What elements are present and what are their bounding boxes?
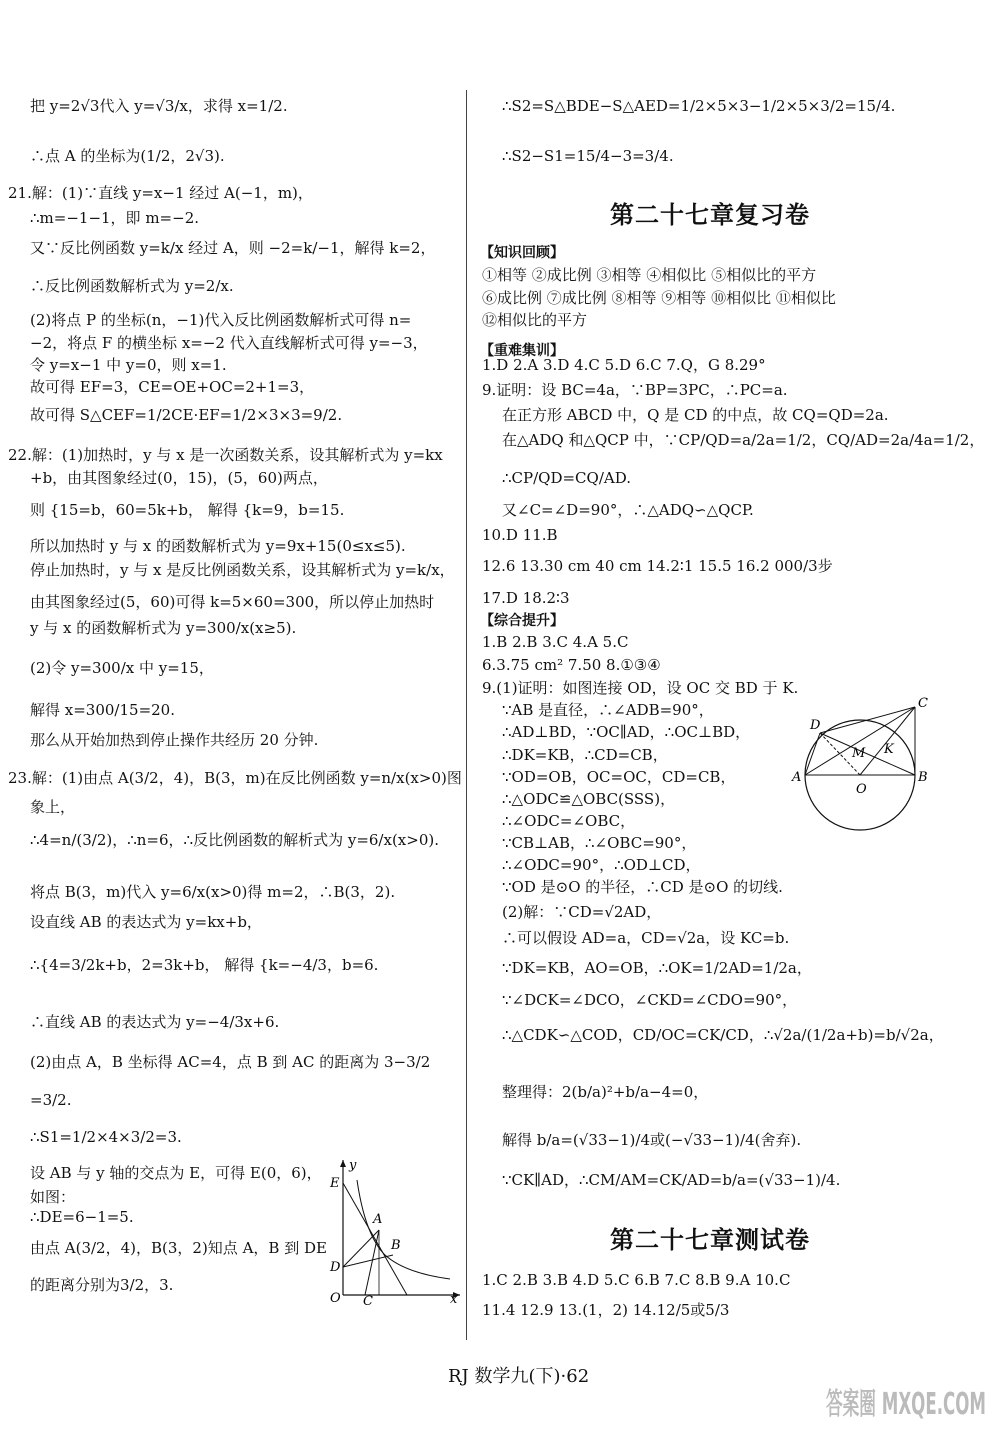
fig1-label-o: O xyxy=(330,1291,341,1305)
left-line: 由点 A(3/2，4)，B(3，2)知点 A，B 到 DE xyxy=(30,1239,327,1257)
watermark-text: 答案圈 MXQE.COM xyxy=(826,1387,986,1422)
left-line: 停止加热时，y 与 x 是反比例函数关系，设其解析式为 y=k/x， xyxy=(30,561,455,579)
left-line: 把 y=2√3代入 y=√3/x，求得 x=1/2. xyxy=(30,97,288,115)
right-line: ∵∠DCK=∠DCO，∠CKD=∠CDO=90°， xyxy=(502,991,798,1009)
left-line: (2)将点 P 的坐标(n，−1)代入反比例函数解析式可得 n= xyxy=(30,311,412,329)
right-line: ∵CB⊥AB，∴∠OBC=90°， xyxy=(502,834,697,852)
right-line: 1.B 2.B 3.C 4.A 5.C xyxy=(482,633,629,651)
left-line: y 与 x 的函数解析式为 y=300/x(x≥5). xyxy=(30,619,297,637)
right-line: ①相等 ②成比例 ③相等 ④相似比 ⑤相似比的平方 xyxy=(482,266,817,284)
right-line: 12.6 13.30 cm 40 cm 14.2∶1 15.5 16.2 000/3步 xyxy=(482,557,833,575)
right-line: ∴AD⊥BD，∵OC∥AD，∴OC⊥BD， xyxy=(502,723,751,741)
right-line: 在正方形 ABCD 中，Q 是 CD 的中点，故 CQ=QD=2a. xyxy=(502,406,889,424)
left-line: (2)由点 A，B 坐标得 AC=4，点 B 到 AC 的距离为 3−3/2 xyxy=(30,1053,431,1071)
section-heading: 【重难集训】 xyxy=(480,343,564,359)
right-line: ∴△CDK∽△COD，CD/OC=CK/CD，∴√2a/(1/2a+b)=b/√2a， xyxy=(502,1026,944,1044)
right-line: ∴DK=KB，∴CD=CB， xyxy=(502,746,668,764)
left-line: ∴DE=6−1=5. xyxy=(30,1208,134,1226)
fig1-label-a: A xyxy=(373,1212,383,1227)
right-line: ∴△ODC≌△OBC(SSS)， xyxy=(502,790,676,808)
right-line: 9.证明：设 BC=4a，∵BP=3PC，∴PC=a. xyxy=(482,381,788,399)
left-line: 故可得 EF=3，CE=OE+OC=2+1=3， xyxy=(30,378,315,396)
right-line: 整理得：2(b/a)²+b/a−4=0， xyxy=(502,1083,709,1101)
left-line: 设直线 AB 的表达式为 y=kx+b， xyxy=(30,913,262,931)
page-footer: RJ 数学九(下)·62 xyxy=(448,1366,590,1387)
left-line: 如图： xyxy=(30,1188,76,1206)
left-line: 22.解：(1)加热时，y 与 x 是一次函数关系，设其解析式为 y=kx xyxy=(8,446,443,464)
left-line: ∴点 A 的坐标为(1/2，2√3). xyxy=(30,147,225,165)
left-line: ∴m=−1−1，即 m=−2. xyxy=(30,209,199,227)
left-line: ∴S1=1/2×4×3/2=3. xyxy=(30,1128,182,1146)
fig2-label-b: B xyxy=(918,770,928,785)
right-line: ∵OD=OB，OC=OC，CD=CB， xyxy=(502,768,736,786)
fig1-label-y: y xyxy=(349,1158,357,1173)
left-line: ∴直线 AB 的表达式为 y=−4/3x+6. xyxy=(30,1013,280,1031)
right-line: 1.D 2.A 3.D 4.C 5.D 6.C 7.Q，G 8.29° xyxy=(482,356,766,374)
fig2-label-o: O xyxy=(856,782,867,797)
left-line: 则 {15=b，60=5k+b， 解得 {k=9，b=15. xyxy=(30,501,345,519)
fig2-label-m: M xyxy=(852,746,866,761)
left-line: =3/2. xyxy=(30,1091,72,1109)
fig1-label-e: E xyxy=(330,1176,340,1191)
function-graph-figure xyxy=(325,1155,465,1305)
right-line: ∵AB 是直径，∴∠ADB=90°， xyxy=(502,701,714,719)
left-line: ∴反比例函数解析式为 y=2/x. xyxy=(30,277,234,295)
left-line: 将点 B(3，m)代入 y=6/x(x>0)得 m=2，∴B(3，2). xyxy=(30,883,396,901)
fig1-label-b: B xyxy=(391,1238,401,1253)
left-line: 解得 x=300/15=20. xyxy=(30,701,175,719)
fig1-label-c: C xyxy=(363,1294,373,1305)
right-line: 解得 b/a=(√33−1)/4或(−√33−1)/4(舍弃). xyxy=(502,1131,802,1149)
fig1-label-d: D xyxy=(330,1260,341,1275)
fig1-label-x: x xyxy=(450,1292,458,1305)
right-line: ∴可以假设 AD=a，CD=√2a，设 KC=b. xyxy=(502,929,790,947)
left-line: 的距离分别为3/2，3. xyxy=(30,1276,174,1294)
right-line: 又∠C=∠D=90°，∴△ADQ∽△QCP. xyxy=(502,501,754,519)
right-line: ⑫相似比的平方 xyxy=(482,311,588,329)
left-line: 21.解：(1)∵直线 y=x−1 经过 A(−1，m)， xyxy=(8,184,313,202)
fig2-label-k: K xyxy=(884,742,894,757)
circle-geometry-figure xyxy=(790,695,930,835)
right-line: 1.C 2.B 3.B 4.D 5.C 6.B 7.C 8.B 9.A 10.C xyxy=(482,1271,791,1289)
column-divider xyxy=(466,90,467,1340)
left-line: 设 AB 与 y 轴的交点为 E，可得 E(0，6)， xyxy=(30,1164,322,1182)
left-line: 那么从开始加热到停止操作共经历 20 分钟. xyxy=(30,731,319,749)
chapter-review-title: 第二十七章复习卷 xyxy=(610,201,810,229)
left-line: +b，由其图象经过(0，15)，(5，60)两点， xyxy=(30,469,328,487)
fig2-label-d: D xyxy=(810,718,821,733)
right-line: 10.D 11.B xyxy=(482,526,558,544)
right-line: ∴S2=S△BDE−S△AED=1/2×5×3−1/2×5×3/2=15/4. xyxy=(502,97,896,115)
right-line: 17.D 18.2∶3 xyxy=(482,589,570,607)
chapter-test-title: 第二十七章测试卷 xyxy=(610,1226,810,1254)
right-line: ∵OD 是⊙O 的半径，∴CD 是⊙O 的切线. xyxy=(502,878,783,896)
left-line: 又∵反比例函数 y=k/x 经过 A，则 −2=k/−1，解得 k=2， xyxy=(30,239,436,257)
left-line: 由其图象经过(5，60)可得 k=5×60=300，所以停止加热时 xyxy=(30,593,435,611)
left-line: 象上， xyxy=(30,798,76,816)
right-line: 11.4 12.9 13.(1，2) 14.12/5或5/3 xyxy=(482,1301,730,1319)
right-line: ∵DK=KB，AO=OB，∴OK=1/2AD=1/2a， xyxy=(502,959,812,977)
left-line: −2，将点 F 的横坐标 x=−2 代入直线解析式可得 y=−3， xyxy=(30,334,428,352)
left-line: 故可得 S△CEF=1/2CE·EF=1/2×3×3=9/2. xyxy=(30,406,343,424)
right-line: (2)解：∵CD=√2AD， xyxy=(502,903,662,921)
right-line: 在△ADQ 和△QCP 中，∵CP/QD=a/2a=1/2，CQ/AD=2a/4a=1/2， xyxy=(502,431,985,449)
watermark-logo xyxy=(820,1380,990,1440)
right-line: 6.3.75 cm² 7.50 8.①③④ xyxy=(482,656,661,674)
right-line: ∴CP/QD=CQ/AD. xyxy=(502,469,631,487)
fig2-label-a: A xyxy=(792,770,802,785)
left-line: (2)令 y=300/x 中 y=15， xyxy=(30,659,214,677)
left-line: 令 y=x−1 中 y=0，则 x=1. xyxy=(30,356,227,374)
left-line: 23.解：(1)由点 A(3/2，4)，B(3，m)在反比例函数 y=n/x(x>0)图 xyxy=(8,769,462,787)
left-line: 所以加热时 y 与 x 的函数解析式为 y=9x+15(0≤x≤5). xyxy=(30,537,406,555)
right-line: ∴∠ODC=90°，∴OD⊥CD， xyxy=(502,856,701,874)
section-heading: 【综合提升】 xyxy=(480,613,564,629)
section-heading: 【知识回顾】 xyxy=(480,245,564,261)
right-line: 9.(1)证明：如图连接 OD，设 OC 交 BD 于 K. xyxy=(482,679,799,697)
right-line: ∴∠ODC=∠OBC， xyxy=(502,812,636,830)
right-line: ⑥成比例 ⑦成比例 ⑧相等 ⑨相等 ⑩相似比 ⑪相似比 xyxy=(482,289,836,307)
left-line: ∴{4=3/2k+b，2=3k+b， 解得 {k=−4/3，b=6. xyxy=(30,956,379,974)
left-line: ∴4=n/(3/2)，∴n=6，∴反比例函数的解析式为 y=6/x(x>0). xyxy=(30,831,439,849)
right-line: ∴S2−S1=15/4−3=3/4. xyxy=(502,147,674,165)
fig2-label-c: C xyxy=(918,696,928,711)
right-line: ∵CK∥AD，∴CM/AM=CK/AD=b/a=(√33−1)/4. xyxy=(502,1171,841,1189)
